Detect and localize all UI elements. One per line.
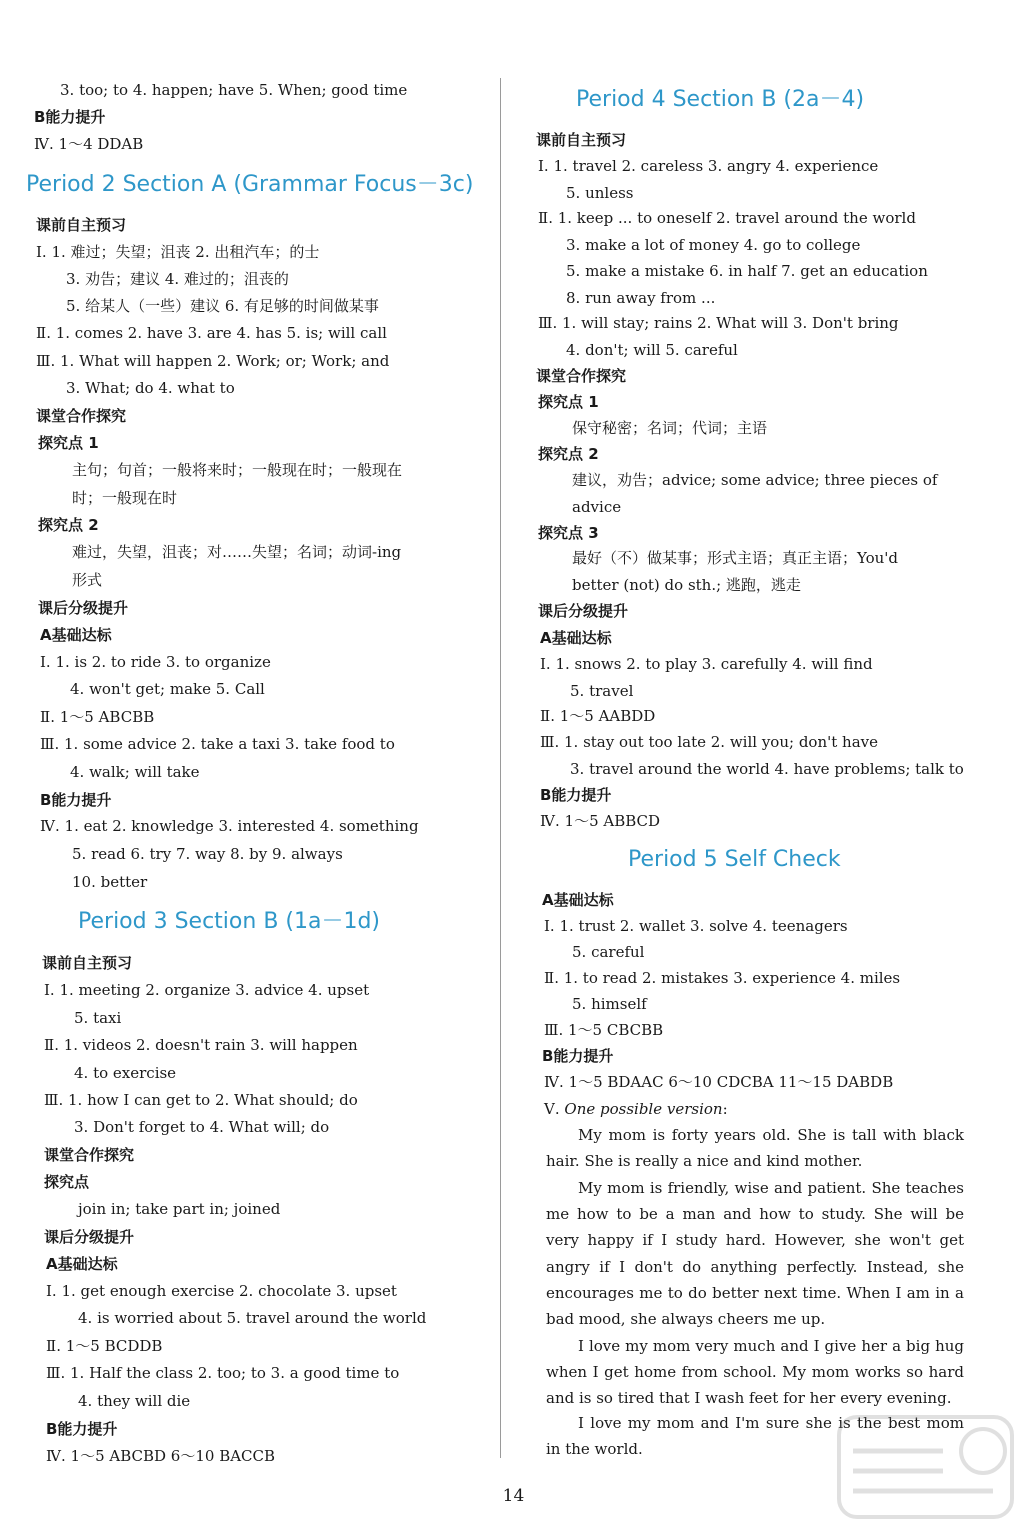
answer-line: 4. to exercise	[74, 1064, 177, 1082]
answer-line: 3. too; to 4. happen; have 5. When; good time	[60, 81, 408, 99]
subsection-heading: A基础达标	[542, 891, 614, 909]
answer-line: 难过，失望，沮丧；对……失望；名词；动词-ing	[72, 543, 402, 561]
period-4-title: Period 4 Section B (2a－4)	[576, 87, 865, 112]
answer-line: Ⅲ. 1. will stay; rains 2. What will 3. Don't bring	[538, 314, 899, 332]
answer-line: 8. run away from ...	[566, 289, 716, 307]
answer-line: better (not) do sth.; 逃跑，逃走	[572, 576, 801, 594]
subsection-heading: 探究点	[44, 1173, 90, 1191]
answer-line: 3. Don't forget to 4. What will; do	[74, 1118, 330, 1136]
answer-line: 4. walk; will take	[70, 763, 200, 781]
subsection-heading: 探究点 1	[538, 393, 599, 411]
answer-line: 时；一般现在时	[72, 489, 178, 507]
answer-line: join in; take part in; joined	[78, 1200, 281, 1218]
answer-line: 5. himself	[572, 995, 647, 1013]
subsection-heading: B能力提升	[34, 108, 106, 126]
essay-paragraph: I love my mom very much and I give her a big hug when I get home from school. My mom works so hard and is so tired that I wash feet for her every evening.	[546, 1337, 964, 1408]
answer-line: Ⅰ. 1. travel 2. careless 3. angry 4. experience	[538, 157, 879, 175]
subsection-heading: B能力提升	[542, 1047, 614, 1065]
answer-line: Ⅲ. 1. What will happen 2. Work; or; Work; and	[36, 352, 390, 370]
answer-line: 5. taxi	[74, 1009, 122, 1027]
answer-line: Ⅳ. 1. eat 2. knowledge 3. interested 4. something	[40, 817, 419, 835]
item-number: Ⅴ.	[544, 1100, 560, 1118]
column-divider	[500, 78, 501, 1458]
answer-line: 5. careful	[572, 943, 645, 961]
colon: :	[722, 1100, 728, 1118]
essay-paragraph: My mom is friendly, wise and patient. She teaches me how to be a man and how to study. She will be very happy if I study hard. However, she won't get angry if I don't do anything perfectly. Instead, she encourages me to do better next time. When I am in a bad mood, she always cheers me up.	[546, 1179, 964, 1329]
subsection-heading: 探究点 1	[38, 434, 99, 452]
answer-line: 5. 给某人（一些）建议 6. 有足够的时间做某事	[66, 297, 379, 315]
answer-line: Ⅱ. 1. to read 2. mistakes 3. experience 4. miles	[544, 969, 901, 987]
answer-line: Ⅱ. 1～5 AABDD	[540, 707, 656, 725]
subsection-heading: B能力提升	[46, 1420, 118, 1438]
watermark-logo-icon	[833, 1411, 1018, 1523]
answer-line: 主句；句首；一般将来时；一般现在时；一般现在	[72, 461, 403, 479]
answer-line: 3. What; do 4. what to	[66, 379, 235, 397]
answer-line: Ⅳ. 1～4 DDAB	[34, 135, 144, 153]
subsection-heading: B能力提升	[40, 791, 112, 809]
section-heading: 课后分级提升	[538, 602, 629, 620]
subsection-heading: 探究点 2	[538, 445, 599, 463]
answer-line: 3. 劝告；建议 4. 难过的；沮丧的	[66, 270, 289, 288]
answer-line: Ⅱ. 1～5 BCDDB	[46, 1337, 163, 1355]
answer-line: Ⅲ. 1～5 CBCBB	[544, 1021, 664, 1039]
answer-line: Ⅲ. 1. stay out too late 2. will you; don't have	[540, 733, 878, 751]
subsection-heading: 探究点 2	[38, 516, 99, 534]
period-3-title: Period 3 Section B (1a－1d)	[78, 909, 381, 934]
answer-line: 4. they will die	[78, 1392, 191, 1410]
page-number: 14	[502, 1486, 525, 1506]
answer-line: 5. travel	[570, 682, 634, 700]
answer-line: 5. unless	[566, 184, 634, 202]
answer-line: Ⅲ. 1. Half the class 2. too; to 3. a good time to	[46, 1364, 400, 1382]
answer-line: Ⅳ. 1～5 ABCBD 6～10 BACCB	[46, 1447, 276, 1465]
section-heading: 课前自主预习	[536, 131, 627, 149]
answer-line: 保守秘密；名词；代词；主语	[572, 419, 768, 437]
section-heading: 课堂合作探究	[36, 407, 127, 425]
answer-line: 5. make a mistake 6. in half 7. get an education	[566, 262, 928, 280]
writing-task-label	[544, 1099, 728, 1119]
answer-line: Ⅰ. 1. meeting 2. organize 3. advice 4. upset	[44, 981, 370, 999]
answer-line: Ⅲ. 1. some advice 2. take a taxi 3. take food to	[40, 735, 395, 753]
essay-paragraph: I love my mom and I'm sure she is the best mom in the world.	[546, 1414, 964, 1459]
answer-line: Ⅰ. 1. is 2. to ride 3. to organize	[40, 653, 271, 671]
answer-line: Ⅳ. 1～5 ABBCD	[540, 812, 661, 830]
answer-line: 10. better	[72, 873, 148, 891]
answer-line: Ⅳ. 1～5 BDAAC 6～10 CDCBA 11～15 DABDB	[544, 1073, 894, 1091]
section-heading: 课前自主预习	[42, 954, 133, 972]
answer-line: advice	[572, 498, 622, 516]
answer-line: 形式	[72, 571, 103, 589]
section-heading: 课堂合作探究	[536, 367, 627, 385]
answer-line: Ⅰ. 1. trust 2. wallet 3. solve 4. teenagers	[544, 917, 848, 935]
subsection-heading: A基础达标	[40, 626, 112, 644]
subsection-heading: 探究点 3	[538, 524, 599, 542]
subsection-heading: A基础达标	[540, 629, 612, 647]
sample-version-label: One possible version	[564, 1100, 723, 1118]
answer-line: Ⅱ. 1. keep ... to oneself 2. travel around the world	[538, 209, 916, 227]
answer-line: Ⅲ. 1. how I can get to 2. What should; do	[44, 1091, 358, 1109]
section-heading: 课后分级提升	[44, 1228, 135, 1246]
answer-line: Ⅱ. 1. comes 2. have 3. are 4. has 5. is; will call	[36, 324, 387, 342]
subsection-heading: B能力提升	[540, 786, 612, 804]
section-heading: 课前自主预习	[36, 216, 127, 234]
essay-paragraph: My mom is forty years old. She is tall with black hair. She is really a nice and kind mother.	[546, 1126, 964, 1171]
answer-line: 3. travel around the world 4. have problems; talk to	[570, 760, 964, 778]
section-heading: 课后分级提升	[38, 599, 129, 617]
answer-line: 建议，劝告；advice; some advice; three pieces of	[572, 471, 938, 489]
answer-line: 4. don't; will 5. careful	[566, 341, 738, 359]
answer-line: Ⅱ. 1. videos 2. doesn't rain 3. will happen	[44, 1036, 358, 1054]
answer-line: Ⅰ. 1. snows 2. to play 3. carefully 4. will find	[540, 655, 873, 673]
answer-line: 5. read 6. try 7. way 8. by 9. always	[72, 845, 343, 863]
answer-line: Ⅱ. 1～5 ABCBB	[40, 708, 155, 726]
period-2-title: Period 2 Section A (Grammar Focus－3c)	[26, 172, 474, 197]
answer-line: 4. is worried about 5. travel around the world	[78, 1309, 427, 1327]
answer-line: 3. make a lot of money 4. go to college	[566, 236, 861, 254]
period-5-title: Period 5 Self Check	[628, 847, 841, 872]
answer-line: 4. won't get; make 5. Call	[70, 680, 265, 698]
section-heading: 课堂合作探究	[44, 1146, 135, 1164]
answer-line: Ⅰ. 1. 难过；失望；沮丧 2. 出租汽车；的士	[36, 243, 320, 261]
answer-line: 最好（不）做某事；形式主语；真正主语；You'd	[572, 549, 899, 567]
answer-line: Ⅰ. 1. get enough exercise 2. chocolate 3. upset	[46, 1282, 397, 1300]
subsection-heading: A基础达标	[46, 1255, 118, 1273]
